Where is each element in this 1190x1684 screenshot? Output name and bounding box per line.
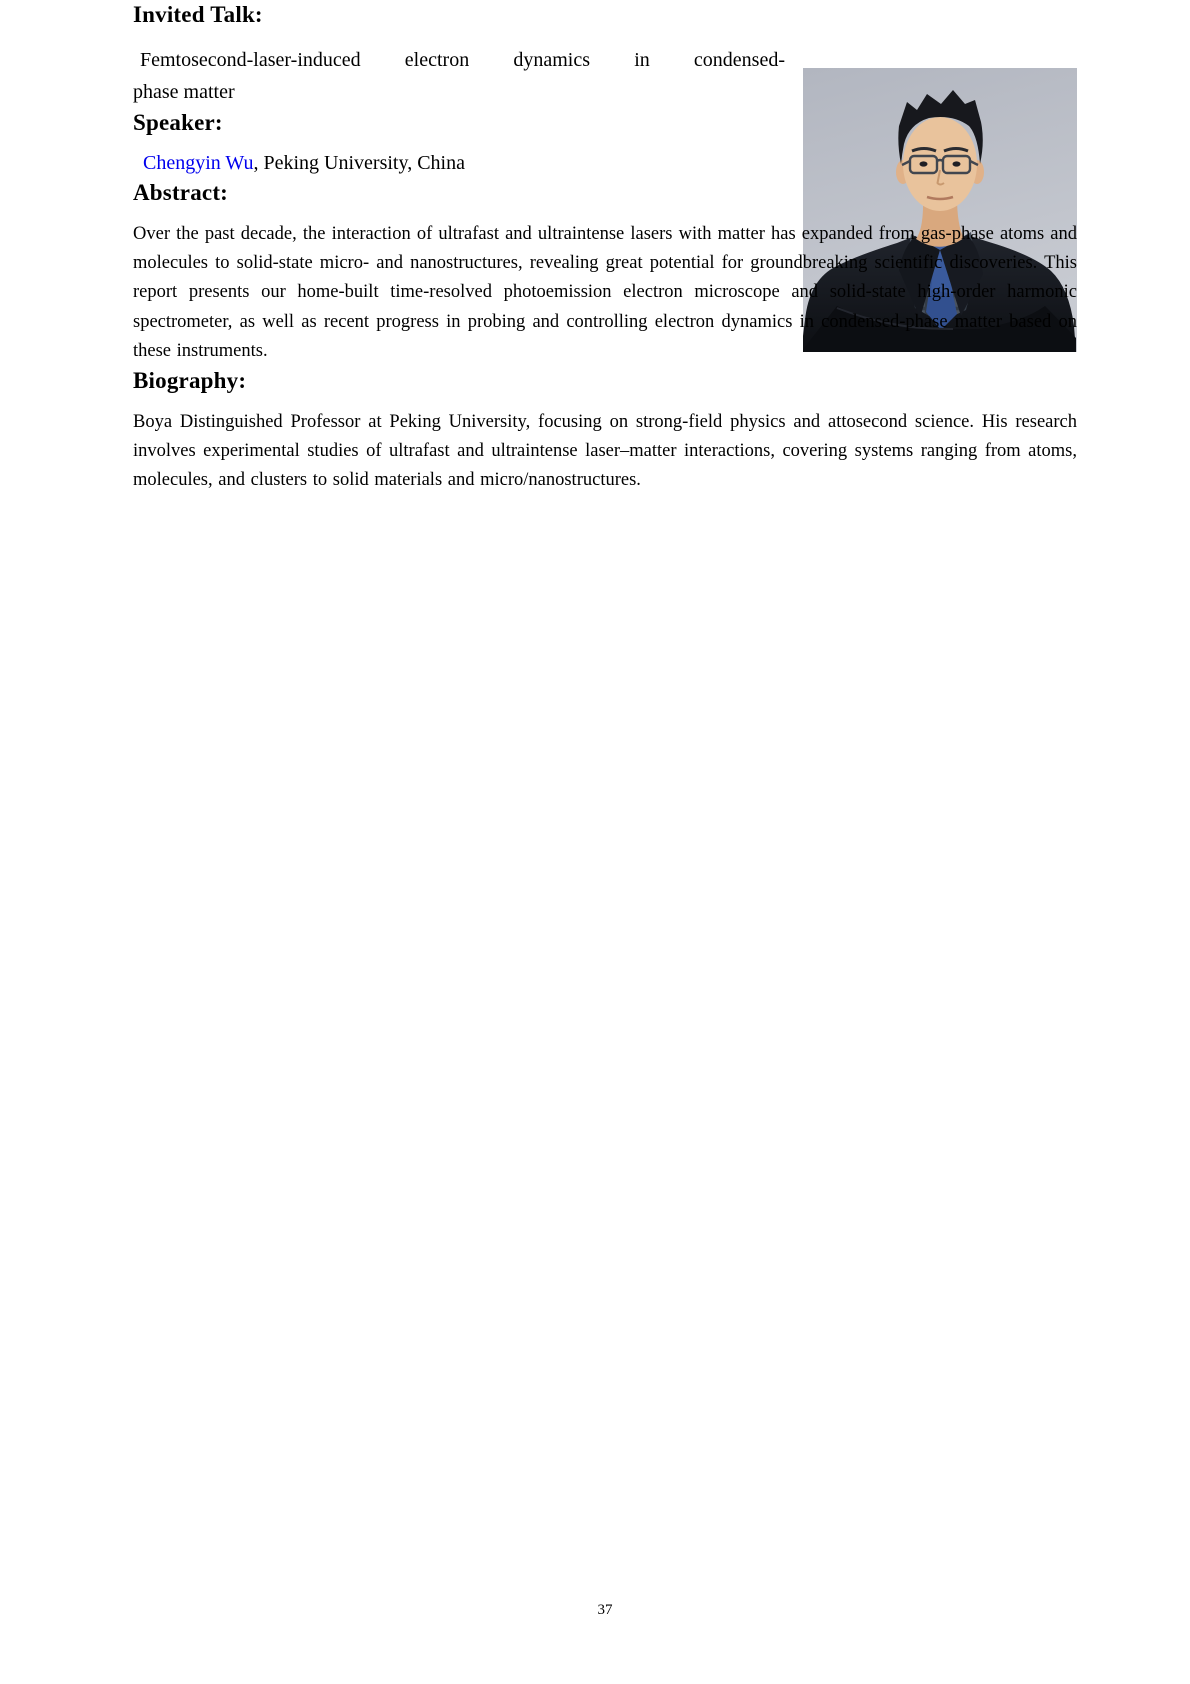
- talk-title-line2: phase matter: [133, 81, 235, 103]
- speaker-affiliation: , Peking University, China: [253, 152, 465, 174]
- speaker-heading: Speaker:: [133, 110, 223, 135]
- talk-title-line1: Femtosecond-laser-induced electron dynamics in condensed-: [140, 49, 785, 71]
- abstract-heading: Abstract:: [133, 180, 229, 205]
- page-content: [133, 0, 1077, 496]
- biography-body: Boya Distinguished Professor at Peking University, focusing on strong-field physics and attosecond science. His research involves experimental studies of ultrafast and ultraintense laser–matter interactions, covering systems ranging from atoms, molecules, and clusters to solid materials and micro/nanostructures.: [133, 412, 1077, 491]
- speaker-name-link[interactable]: Chengyin Wu: [143, 152, 254, 174]
- page-number: 37: [597, 1602, 613, 1618]
- biography-heading: Biography:: [133, 368, 247, 394]
- invited-talk-heading: Invited Talk:: [133, 2, 263, 27]
- speaker-line: [133, 148, 1077, 178]
- talk-title: [133, 44, 785, 108]
- abstract-body: Over the past decade, the interaction of ultrafast and ultraintense lasers with matter has expanded from gas-phase atoms and molecules to solid-state micro- and nanostructures, revealing great potential for groundbreaking scientific discoveries. This report presents our home-built time-resolved photoemission electron microscope and solid-state high-order harmonic spectrometer, as well as recent progress in probing and controlling electron dynamics in condensed-phase matter based on these instruments.: [133, 224, 1077, 361]
